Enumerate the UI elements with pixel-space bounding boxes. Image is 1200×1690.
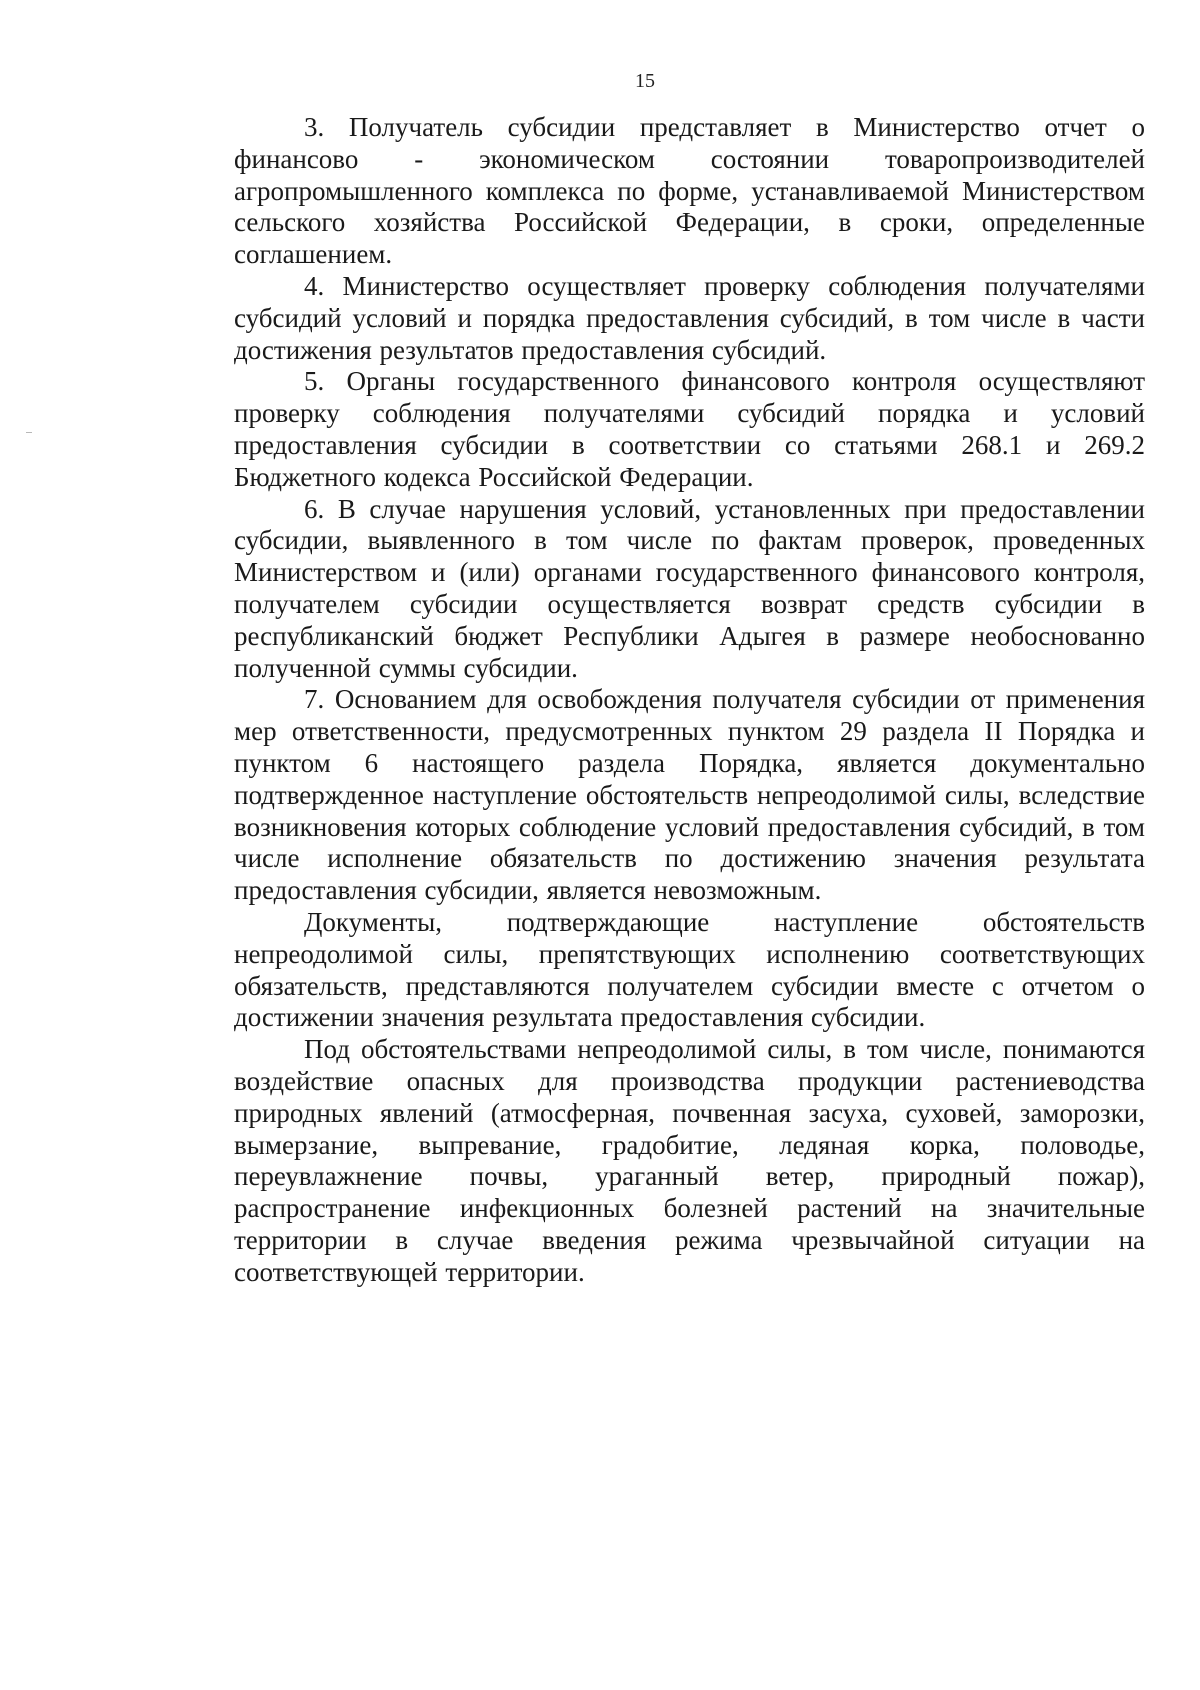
paragraph-7-release: 7. Основанием для освобождения получателя субсидии от применения мер ответственности, предусмотренных пунктом 29 раздела II Порядка и пунктом 6 настоящего раздела Порядка, является документально подтвержденное наступление обстоятельств непреодолимой силы, вследствие возникновения которых соблюдение условий предоставления субсидий, в том числе исполнение обязательств по достижению значения результата предоставления субсидии, является невозможным. (234, 684, 1145, 906)
paragraph-6-refund: 6. В случае нарушения условий, установленных при предоставлении субсидии, выявленного в том числе по фактам проверок, проведенных Министерством и (или) органами государственного финансового контроля, получателем субсидии осуществляется возврат средств субсидии в республиканский бюджет Республики Адыгея в размере необоснованно полученной суммы субсидии. (234, 493, 1145, 683)
paragraph-4-ministry-check: 4. Министерство осуществляет проверку соблюдения получателями субсидий условий и порядка предоставления субсидий, в том числе в части достижения результатов предоставления субсидий. (234, 270, 1145, 365)
document-body (234, 112, 1145, 1288)
paragraph-force-majeure-documents: Документы, подтверждающие наступление обстоятельств непреодолимой силы, препятствующих исполнению соответствующих обязательств, представляются получателем субсидии вместе с отчетом о достижении значения результата предоставления субсидии. (234, 906, 1145, 1033)
page-number: 15 (635, 70, 655, 92)
paragraph-3-report: 3. Получатель субсидии представляет в Министерство отчет о финансово - экономическом состоянии товаропроизводителей агропромышленного комплекса по форме, устанавливаемой Министерством сельского хозяйства Российской Федерации, в сроки, определенные соглашением. (234, 112, 1145, 270)
paragraph-5-financial-control: 5. Органы государственного финансового контроля осуществляют проверку соблюдения получателями субсидий порядка и условий предоставления субсидии в соответствии со статьями 268.1 и 269.2 Бюджетного кодекса Российской Федерации. (234, 366, 1145, 492)
scan-margin-mark (26, 432, 32, 433)
paragraph-force-majeure-definition: Под обстоятельствами непреодолимой силы, в том числе, понимаются воздействие опасных для производства продукции растениеводства природных явлений (атмосферная, почвенная засуха, суховей, заморозки, вымерзание, выпревание, градобитие, ледяная корка, половодье, переувлажнение почвы, ураганный ветер, природный пожар), распространение инфекционных болезней растений на значительные территории в случае введения режима чрезвычайной ситуации на соответствующей территории. (234, 1034, 1145, 1287)
